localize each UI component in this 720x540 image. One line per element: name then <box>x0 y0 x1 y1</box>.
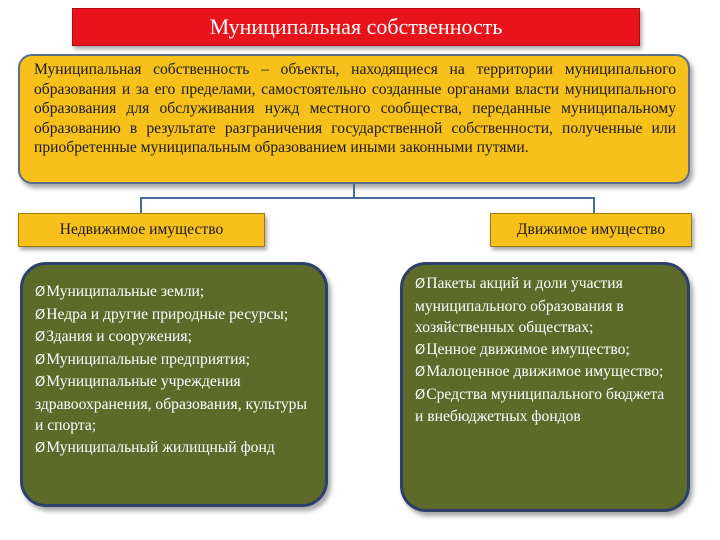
list-item-text: Недра и другие природные ресурсы; <box>46 305 289 323</box>
list-item <box>35 349 311 372</box>
list-item <box>35 371 311 437</box>
movable-label-text: Движимое имущество <box>516 221 666 238</box>
list-item-text: Здания и сооружения; <box>46 328 192 345</box>
bullet-arrow-icon: Ø <box>415 387 426 403</box>
list-item <box>415 384 673 428</box>
list-item <box>35 281 311 304</box>
title-text: Муниципальная собственность <box>209 14 503 39</box>
movable-list <box>415 273 673 428</box>
list-item-text: Муниципальный жилищный фонд <box>46 438 275 456</box>
bullet-arrow-icon: Ø <box>415 365 426 380</box>
bullet-arrow-icon: Ø <box>415 277 426 292</box>
bullet-arrow-icon: Ø <box>35 307 46 323</box>
bullet-arrow-icon: Ø <box>35 330 46 345</box>
bullet-arrow-icon: Ø <box>35 440 46 456</box>
list-item-text: Муниципальные учреждения здравоохранения, образования, культуры и спорта; <box>35 373 307 434</box>
list-item <box>415 361 673 384</box>
list-item <box>415 339 673 362</box>
list-item <box>35 437 311 460</box>
list-item-text: Муниципальные предприятия; <box>46 350 250 368</box>
immovable-list <box>35 281 311 459</box>
page-title <box>72 8 640 46</box>
list-item-text: Муниципальные земли; <box>46 283 205 300</box>
immovable-list-box <box>20 262 328 507</box>
list-item <box>415 273 673 339</box>
list-item <box>35 304 311 327</box>
movable-list-box <box>400 262 690 512</box>
bullet-arrow-icon: Ø <box>35 375 46 390</box>
immovable-label-text: Недвижимое имущество <box>59 221 224 238</box>
bullet-arrow-icon: Ø <box>35 285 46 300</box>
connector-vertical <box>353 184 355 198</box>
definition-text: Муниципальная собственность – объекты, находящиеся на территории муниципального образования и за его пределами, самостоятельно созданные органами власти муниципального образования для обслуживания нужд местного сообщества, переданные муниципальному образованию в результате разграничения государственной собственности, полученные или приобретенные муниципальным образованием иными законными путями. <box>34 61 676 157</box>
list-item-text: Пакеты акций и доли участия муниципального образования в хозяйственных обществах; <box>415 275 624 336</box>
immovable-label <box>18 213 265 247</box>
movable-label <box>490 213 692 247</box>
connector-horizontal <box>140 197 595 199</box>
connector-left-drop <box>140 197 142 213</box>
bullet-arrow-icon: Ø <box>35 352 46 368</box>
connector-right-drop <box>593 197 595 213</box>
list-item-text: Средства муниципального бюджета и внебюджетных фондов <box>415 385 665 425</box>
list-item-text: Ценное движимое имущество; <box>426 340 630 358</box>
definition-box <box>18 54 690 184</box>
bullet-arrow-icon: Ø <box>415 342 426 358</box>
list-item <box>35 326 311 349</box>
list-item-text: Малоценное движимое имущество; <box>426 363 664 380</box>
